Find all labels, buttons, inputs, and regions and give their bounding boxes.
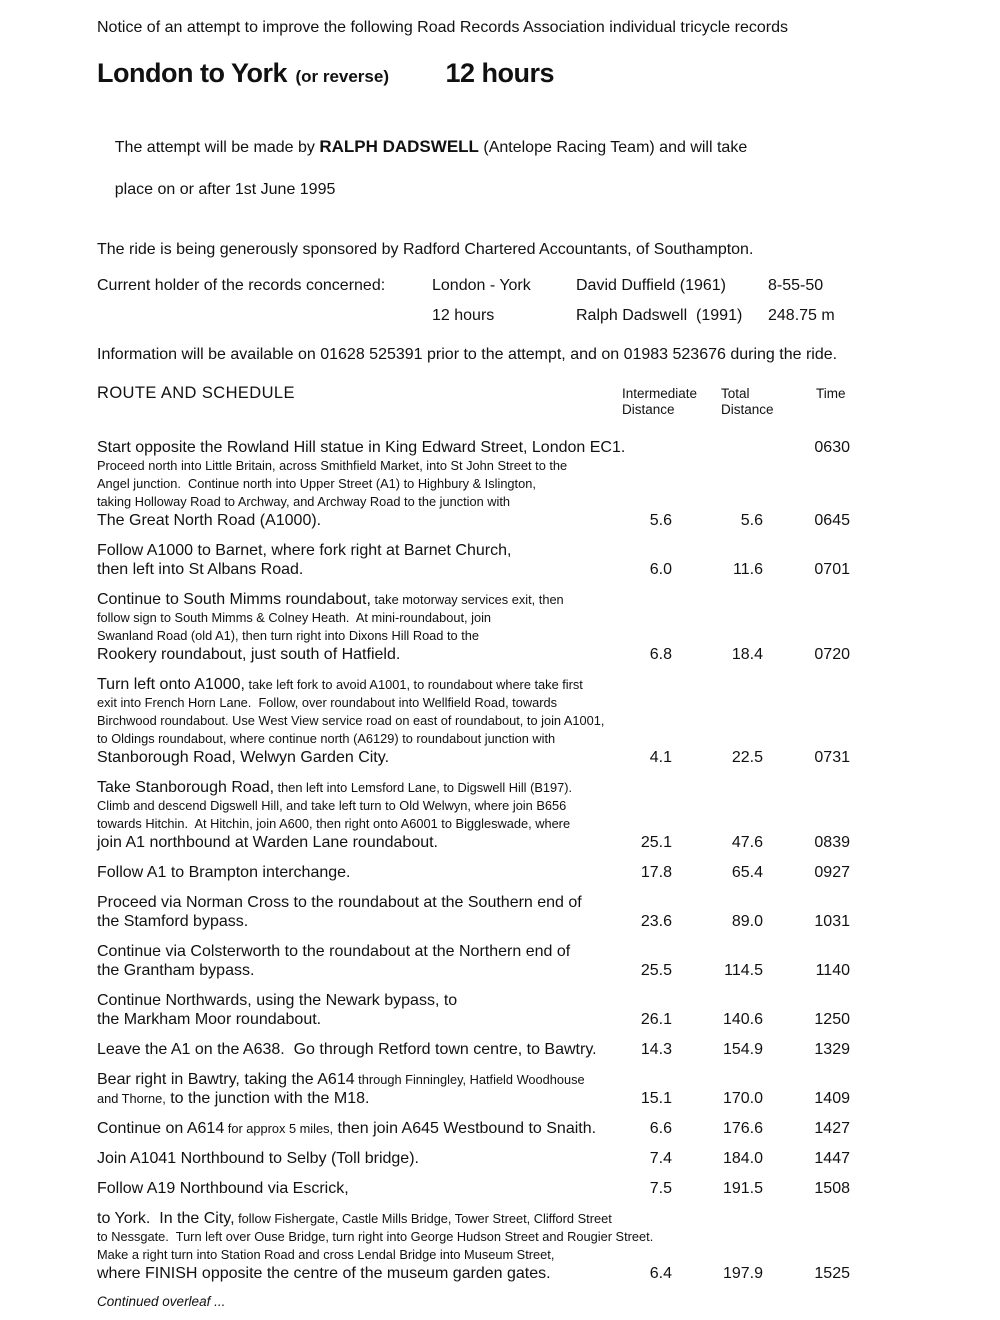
time-value: 1031 xyxy=(814,913,850,930)
time-value: 1508 xyxy=(814,1180,850,1197)
intermediate-distance-value: 15.1 xyxy=(640,1090,672,1107)
intermediate-distance-value: 6.0 xyxy=(649,561,672,578)
total-distance-value: 89.0 xyxy=(731,913,763,930)
schedule-line xyxy=(97,815,857,833)
attempt-date-line: place on or after 1st June 1995 xyxy=(114,181,336,198)
schedule-line xyxy=(97,893,857,912)
route-instruction-text: to Nessgate. Turn left over Ouse Bridge, turn right into George Hudson Street and Rougier Street. xyxy=(97,1229,654,1244)
schedule-line xyxy=(97,1209,857,1228)
schedule-line xyxy=(97,694,857,712)
route-instruction-text: then left into St Albans Road. xyxy=(97,561,304,578)
sponsor-line: The ride is being generously sponsored by Radford Chartered Accountants, of Southampton. xyxy=(97,241,754,258)
schedule-line xyxy=(97,712,857,730)
contact-info-line: Information will be available on 01628 525391 prior to the attempt, and on 01983 523676 during the ride. xyxy=(97,346,838,363)
total-distance-value: 184.0 xyxy=(722,1150,763,1167)
total-distance-value: 114.5 xyxy=(724,962,763,979)
route-instruction-text: Proceed via Norman Cross to the roundabout at the Southern end of xyxy=(97,894,582,911)
record-holders-table xyxy=(97,276,960,325)
route-instruction-text: Stanborough Road, Welwyn Garden City. xyxy=(97,749,390,766)
column-header-time: Time xyxy=(816,386,846,401)
total-distance-value: 176.6 xyxy=(722,1120,763,1137)
route-instruction-text: Make a right turn into Station Road and cross Lendal Bridge into Museum Street, xyxy=(97,1247,555,1262)
holders-label: Current holder of the records concerned: xyxy=(97,277,386,294)
schedule-row xyxy=(97,1179,857,1198)
title-qualifier: (or reverse) xyxy=(295,67,389,86)
route-instruction-text: The Great North Road (A1000). xyxy=(97,512,322,529)
schedule-row xyxy=(97,1119,857,1138)
intermediate-distance-value: 7.5 xyxy=(649,1180,672,1197)
time-value: 1409 xyxy=(814,1090,850,1107)
schedule-line xyxy=(97,942,857,961)
intermediate-distance-value: 25.1 xyxy=(640,834,672,851)
route-instruction-text: Continue via Colsterworth to the roundabout at the Northern end of xyxy=(97,943,571,960)
schedule-line xyxy=(97,438,857,457)
time-value: 0731 xyxy=(814,749,850,766)
intermediate-distance-value: 5.6 xyxy=(649,512,672,529)
route-instruction-text: Join A1041 Northbound to Selby (Toll bridge). xyxy=(97,1150,419,1167)
schedule-line xyxy=(97,778,857,797)
route-instruction-text: Follow A19 Northbound via Escrick, xyxy=(97,1180,349,1197)
schedule-line xyxy=(97,797,857,815)
total-distance-value: 18.4 xyxy=(731,646,763,663)
time-value: 0645 xyxy=(814,512,850,529)
time-value: 1525 xyxy=(814,1265,850,1282)
schedule-header xyxy=(97,384,960,432)
route-instruction-text: Follow A1000 to Barnet, where fork right at Barnet Church, xyxy=(97,542,512,559)
schedule-row xyxy=(97,541,857,579)
schedule-line xyxy=(97,863,857,882)
schedule-line xyxy=(97,1040,857,1059)
time-value: 0630 xyxy=(814,439,850,456)
schedule-row xyxy=(97,438,857,530)
total-distance-value: 154.9 xyxy=(722,1041,763,1058)
schedule-line xyxy=(97,748,857,767)
intermediate-distance-value: 6.4 xyxy=(649,1265,672,1282)
total-distance-value: 140.6 xyxy=(722,1011,763,1028)
schedule-line xyxy=(97,961,857,980)
total-distance-value: 5.6 xyxy=(740,512,763,529)
schedule-line xyxy=(97,1149,857,1168)
schedule-line xyxy=(97,1179,857,1198)
intermediate-distance-value: 7.4 xyxy=(649,1150,672,1167)
total-distance-value: 11.6 xyxy=(733,561,763,578)
schedule-row xyxy=(97,1149,857,1168)
schedule-line xyxy=(97,511,857,530)
attempt-pre-text: The attempt will be made by xyxy=(114,139,320,156)
schedule-row xyxy=(97,991,857,1029)
title-duration: 12 hours xyxy=(445,58,554,88)
total-distance-value: 191.5 xyxy=(722,1180,763,1197)
route-instruction-text: taking Holloway Road to Archway, and Archway Road to the junction with xyxy=(97,494,511,509)
schedule-line xyxy=(97,1119,857,1138)
schedule-row xyxy=(97,863,857,882)
schedule-line xyxy=(97,590,857,609)
holder-person: Ralph Dadswell (1991) xyxy=(576,307,743,324)
route-instruction-text: Rookery roundabout, just south of Hatfield. xyxy=(97,646,401,663)
schedule-row xyxy=(97,590,857,664)
schedule-row xyxy=(97,1040,857,1059)
route-instruction-text: Proceed north into Little Britain, across Smithfield Market, into St John Street to the xyxy=(97,458,568,473)
route-instruction-text: to York. In the City, follow Fishergate, Castle Mills Bridge, Tower Street, Clifford Street xyxy=(97,1210,612,1227)
continued-overleaf-note: Continued overleaf ... xyxy=(97,1294,226,1309)
schedule-line xyxy=(97,475,857,493)
schedule-line xyxy=(97,991,857,1010)
route-instruction-text: follow sign to South Mimms & Colney Heath. At mini-roundabout, join xyxy=(97,610,492,625)
schedule-line xyxy=(97,627,857,645)
schedule-line xyxy=(97,493,857,511)
schedule-line xyxy=(97,457,857,475)
total-distance-value: 170.0 xyxy=(722,1090,763,1107)
intermediate-distance-value: 17.8 xyxy=(640,864,672,881)
column-header-intermediate-distance: Intermediate Distance xyxy=(622,386,698,417)
schedule-row xyxy=(97,893,857,931)
schedule-row xyxy=(97,1209,857,1283)
schedule-title: ROUTE AND SCHEDULE xyxy=(97,384,295,402)
route-instruction-text: Swanland Road (old A1), then turn right into Dixons Hill Road to the xyxy=(97,628,479,643)
schedule-line xyxy=(97,1010,857,1029)
route-instruction-text: Continue to South Mimms roundabout, take motorway services exit, then xyxy=(97,591,564,608)
time-value: 0701 xyxy=(814,561,850,578)
holder-record-name: 12 hours xyxy=(432,307,495,324)
notice-line: Notice of an attempt to improve the following Road Records Association individual tricycle records xyxy=(97,19,788,36)
schedule-line xyxy=(97,730,857,748)
route-instruction-text: Continue Northwards, using the Newark bypass, to xyxy=(97,992,458,1009)
schedule-line xyxy=(97,675,857,694)
column-header-total-distance: Total Distance xyxy=(721,386,774,417)
total-distance-value: 47.6 xyxy=(731,834,763,851)
route-instruction-text: exit into French Horn Lane. Follow, over roundabout into Wellfield Road, towards xyxy=(97,695,557,710)
holder-record-name: London - York xyxy=(432,277,531,294)
time-value: 1447 xyxy=(814,1150,850,1167)
page-title xyxy=(97,58,960,93)
schedule-line xyxy=(97,1264,857,1283)
time-value: 0720 xyxy=(814,646,850,663)
schedule-line xyxy=(97,1228,857,1246)
schedule-row xyxy=(97,942,857,980)
route-instruction-text: the Grantham bypass. xyxy=(97,962,255,979)
schedule-row xyxy=(97,1070,857,1108)
total-distance-value: 197.9 xyxy=(722,1265,763,1282)
route-instruction-text: Continue on A614 for approx 5 miles, then join A645 Westbound to Snaith. xyxy=(97,1120,597,1137)
schedule-line xyxy=(97,645,857,664)
time-value: 1427 xyxy=(814,1120,850,1137)
attempt-paragraph xyxy=(97,115,960,221)
holders-label-spacer xyxy=(97,306,432,325)
attempt-post-text: (Antelope Racing Team) and will take xyxy=(478,139,748,156)
schedule-line xyxy=(97,541,857,560)
schedule-line xyxy=(97,912,857,931)
time-value: 1329 xyxy=(814,1041,850,1058)
route-instruction-text: the Stamford bypass. xyxy=(97,913,249,930)
schedule-line xyxy=(97,1089,857,1108)
schedule-line xyxy=(97,1246,857,1264)
route-instruction-text: and Thorne, to the junction with the M18. xyxy=(97,1090,370,1107)
route-instruction-text: towards Hitchin. At Hitchin, join A600, then right onto A6001 to Biggleswade, where xyxy=(97,816,571,831)
time-value: 1250 xyxy=(814,1011,850,1028)
route-instruction-text: Start opposite the Rowland Hill statue in King Edward Street, London EC1. xyxy=(97,439,626,456)
intermediate-distance-value: 6.8 xyxy=(649,646,672,663)
holder-person: David Duffield (1961) xyxy=(576,277,727,294)
schedule-line xyxy=(97,560,857,579)
route-instruction-text: join A1 northbound at Warden Lane roundabout. xyxy=(97,834,438,851)
total-distance-value: 65.4 xyxy=(731,864,763,881)
title-route: London to York xyxy=(97,58,287,88)
route-instruction-text: to Oldings roundabout, where continue north (A6129) to roundabout junction with xyxy=(97,731,556,746)
route-instruction-text: where FINISH opposite the centre of the museum garden gates. xyxy=(97,1265,551,1282)
time-value: 0927 xyxy=(814,864,850,881)
intermediate-distance-value: 23.6 xyxy=(640,913,672,930)
route-instruction-text: Take Stanborough Road, then left into Lemsford Lane, to Digswell Hill (B197). xyxy=(97,779,573,796)
intermediate-distance-value: 26.1 xyxy=(640,1011,672,1028)
intermediate-distance-value: 6.6 xyxy=(649,1120,672,1137)
route-instruction-text: Bear right in Bawtry, taking the A614 through Finningley, Hatfield Woodhouse xyxy=(97,1071,585,1088)
schedule-line xyxy=(97,1070,857,1089)
rider-name: RALPH DADSWELL xyxy=(319,137,479,156)
intermediate-distance-value: 14.3 xyxy=(640,1041,672,1058)
schedule-line xyxy=(97,833,857,852)
route-instruction-text: Turn left onto A1000, take left fork to avoid A1001, to roundabout where take first xyxy=(97,676,583,693)
schedule-line xyxy=(97,609,857,627)
schedule-row xyxy=(97,778,857,852)
route-instruction-text: Angel junction. Continue north into Upper Street (A1) to Highbury & Islington, xyxy=(97,476,536,491)
intermediate-distance-value: 25.5 xyxy=(640,962,672,979)
time-value: 0839 xyxy=(814,834,850,851)
holder-record-value: 248.75 m xyxy=(768,307,835,324)
route-instruction-text: Climb and descend Digswell Hill, and take left turn to Old Welwyn, where join B656 xyxy=(97,798,567,813)
holder-record-value: 8-55-50 xyxy=(768,277,824,294)
route-instruction-text: Birchwood roundabout. Use West View service road on east of roundabout, to join A1001, xyxy=(97,713,605,728)
schedule-rows xyxy=(97,438,857,1283)
schedule-row xyxy=(97,675,857,767)
intermediate-distance-value: 4.1 xyxy=(649,749,672,766)
route-instruction-text: the Markham Moor roundabout. xyxy=(97,1011,322,1028)
route-instruction-text: Leave the A1 on the A638. Go through Retford town centre, to Bawtry. xyxy=(97,1041,597,1058)
route-instruction-text: Follow A1 to Brampton interchange. xyxy=(97,864,351,881)
time-value: 1140 xyxy=(815,962,850,979)
total-distance-value: 22.5 xyxy=(731,749,763,766)
